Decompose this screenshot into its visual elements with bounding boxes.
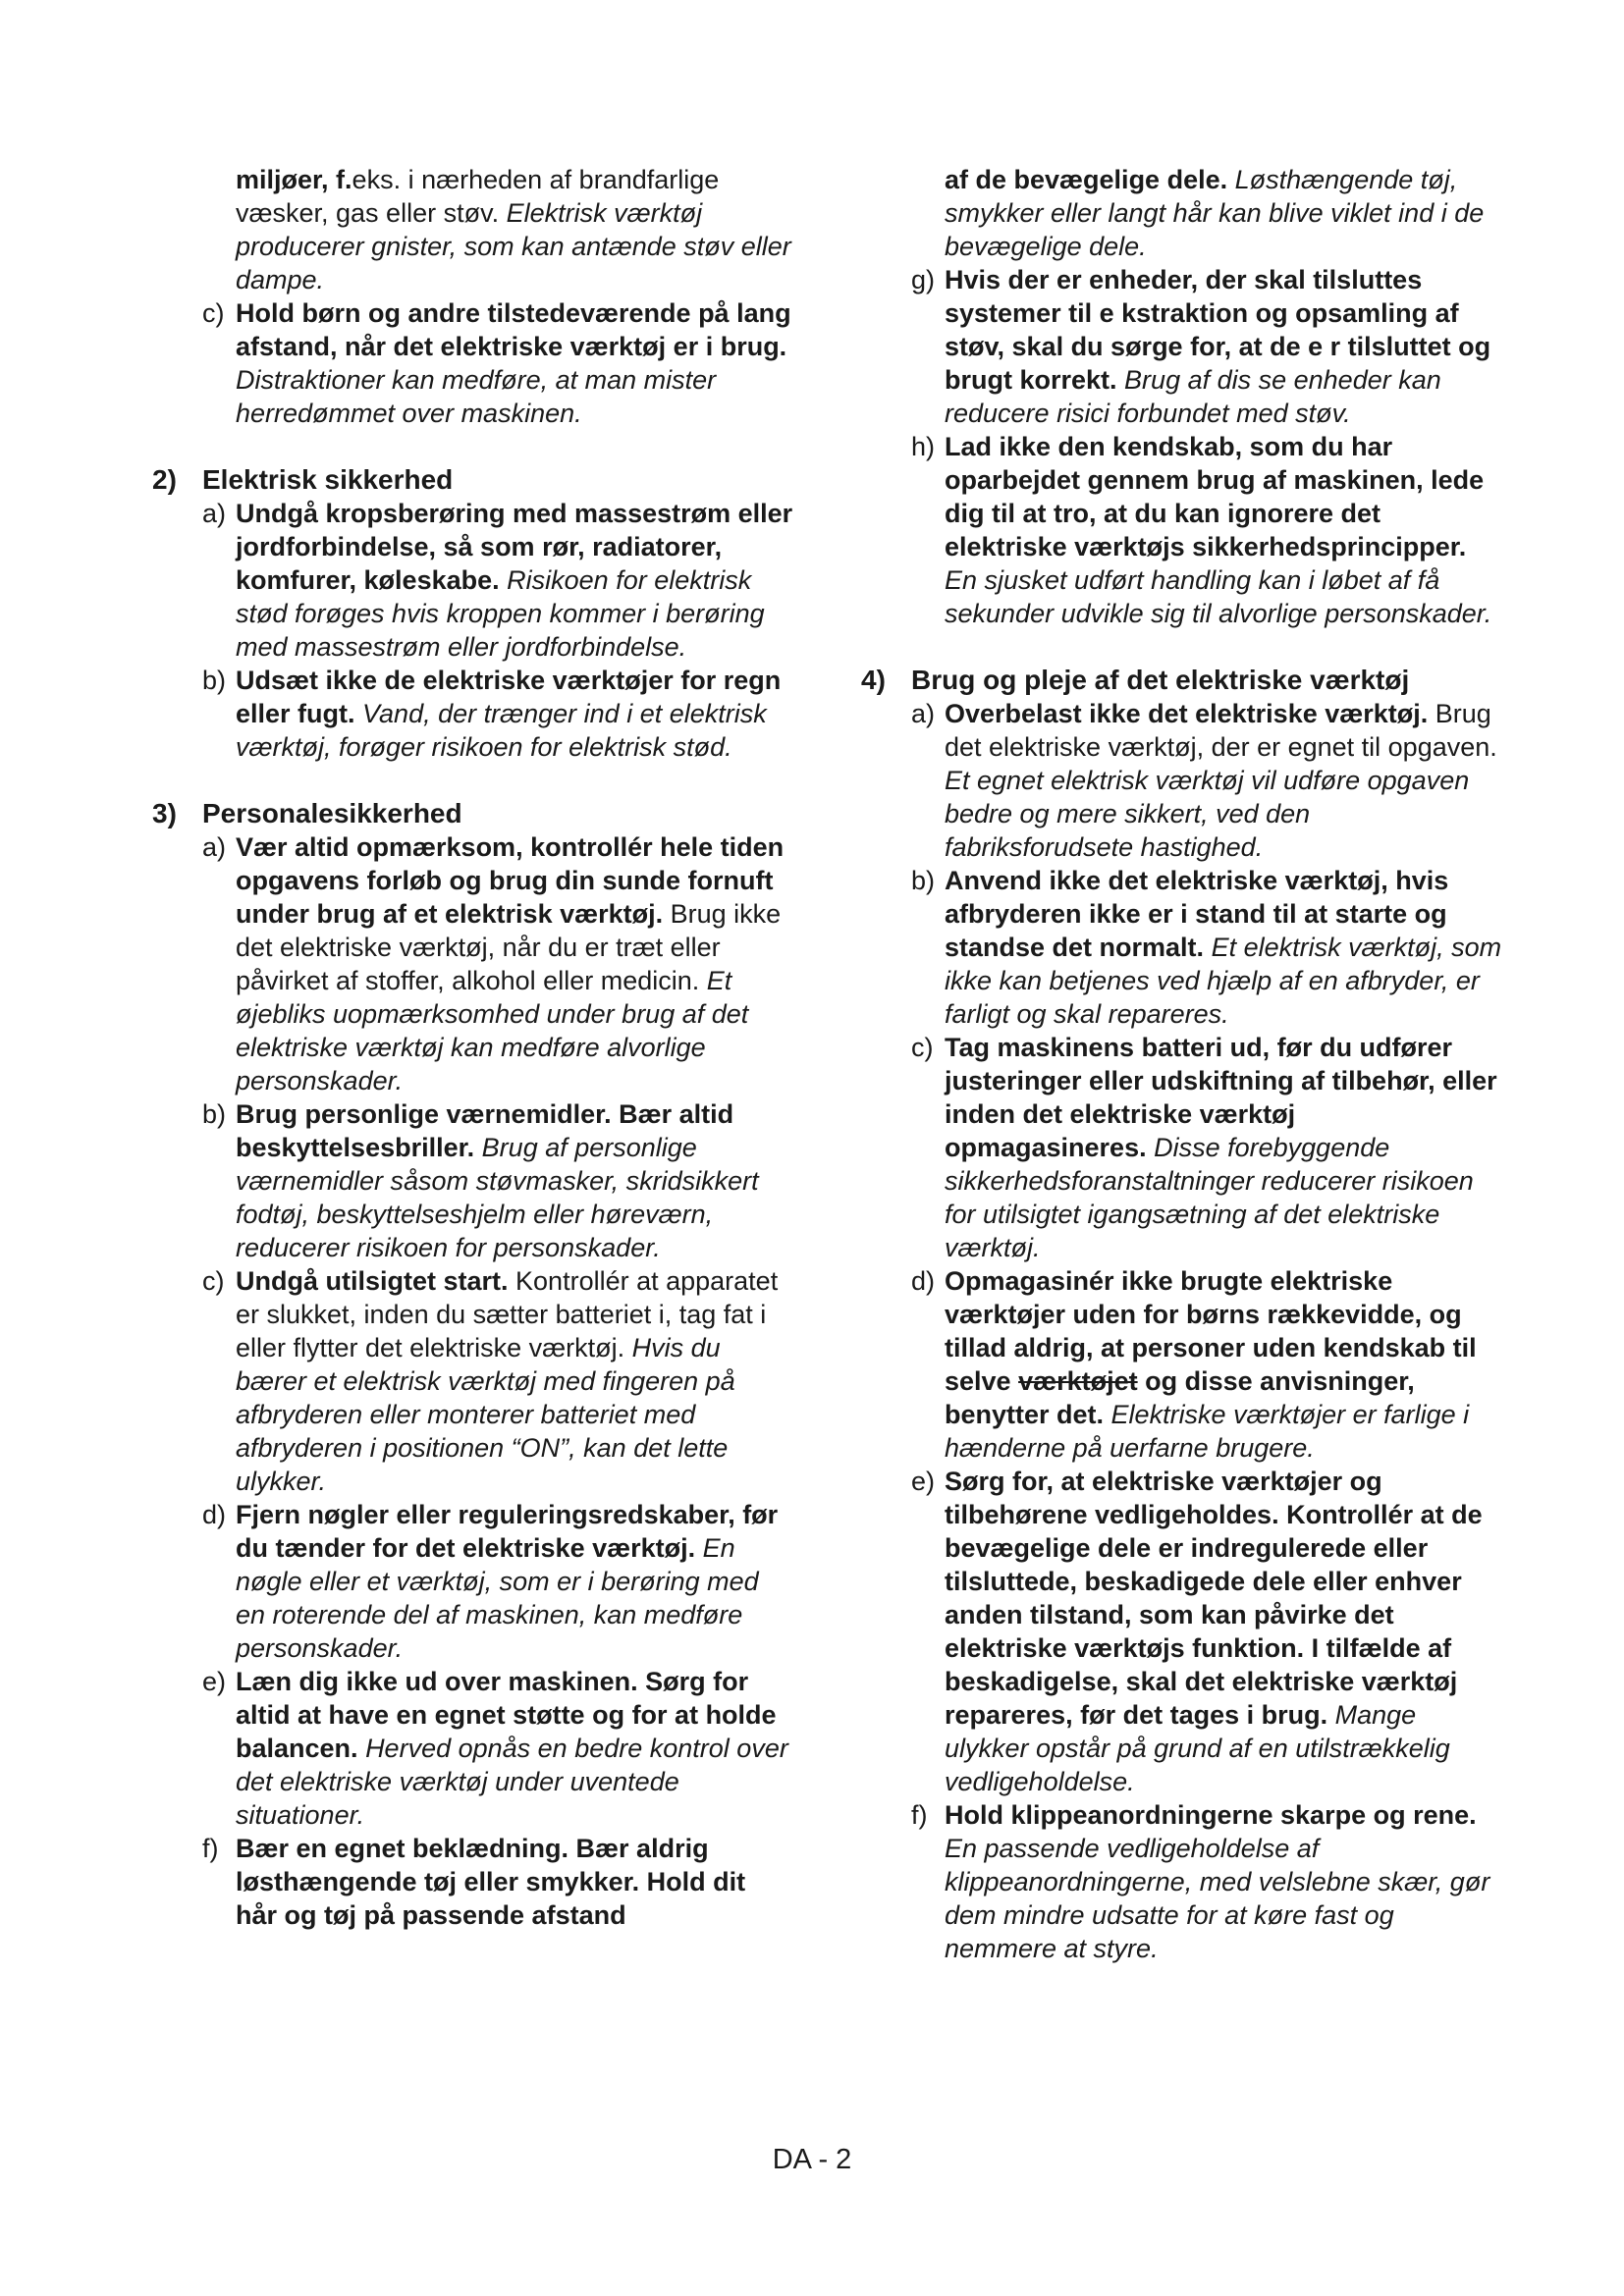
bold-text: Opmagasinér ikke brugte elektriske værktøjer uden for børns rækkevidde, og tillad aldrig, at personer uden kendskab til selve bbox=[945, 1266, 1477, 1396]
italic-text: Elektriske værktøjer er farlige i hænderne på uerfarne brugere. bbox=[945, 1400, 1470, 1463]
right-column bbox=[854, 163, 1502, 1965]
item-label: b) bbox=[202, 666, 227, 695]
continued-paragraph bbox=[854, 163, 1502, 263]
italic-text: Et øjebliks uopmærksomhed under brug af det elektriske værktøj kan medføre alvorlige personskader. bbox=[236, 966, 749, 1095]
section-number: 4) bbox=[861, 665, 886, 695]
item-label: a) bbox=[911, 699, 936, 728]
normal-text: Brug det elektriske værktøj, der er egnet til opgaven. bbox=[945, 699, 1497, 762]
section-number: 2) bbox=[152, 464, 177, 495]
item-label: d) bbox=[202, 1500, 227, 1529]
italic-text: Herved opnås en bedre kontrol over det elektriske værktøj under uventede situationer. bbox=[236, 1734, 788, 1830]
list-item-3g bbox=[854, 263, 1502, 430]
bold-text: Sørg for, at elektriske værktøjer og tilbehørene vedligeholdes. Kontrollér at de bevægelige dele er indregulerede eller tilsluttede, beskadigede dele eller enhver anden tilstand, som kan påvirke det elektriske værktøjs funktion. I tilfælde af beskadigelse, skal det elektriske værktøj repareres, før det tages i brug. bbox=[945, 1467, 1483, 1730]
item-label: a) bbox=[202, 499, 227, 528]
italic-text: Hvis du bærer et elektrisk værktøj med fingeren på afbryderen eller monterer batteriet med afbryderen i positionen “ON”, kan det lette ulykker. bbox=[236, 1333, 735, 1496]
list-item-2a bbox=[145, 497, 793, 664]
section-title: Personalesikkerhed bbox=[202, 798, 462, 828]
bold-text: Undgå kropsberøring med massestrøm eller jordforbindelse, så som rør, radiatorer, komfurer, køleskabe. bbox=[236, 499, 793, 595]
normal-text: eks. i nærheden af brandfarlige væsker, gas eller støv. bbox=[236, 165, 720, 228]
bold-text: Hvis der er enheder, der skal tilsluttes systemer til e kstraktion og opsamling af støv, skal du sørge for, at de e r tilsluttet og brugt korrekt. bbox=[945, 265, 1491, 395]
list-item-4a bbox=[854, 697, 1502, 864]
list-item-4c bbox=[854, 1031, 1502, 1264]
section-title: Elektrisk sikkerhed bbox=[202, 464, 454, 495]
item-label: d) bbox=[911, 1266, 936, 1296]
italic-text: Et egnet elektrisk værktøj vil udføre opgaven bedre og mere sikkert, ved den fabriksforudsete hastighed. bbox=[945, 766, 1470, 862]
bold-text: Fjern nøgler eller reguleringsredskaber, før du tænder for det elektriske værktøj. bbox=[236, 1500, 779, 1563]
page-number: DA - 2 bbox=[772, 2144, 852, 2175]
list-item-3a bbox=[145, 830, 793, 1097]
list-item-3h bbox=[854, 430, 1502, 630]
italic-text: Løsthængende tøj, smykker eller langt hår kan blive viklet ind i de bevægelige dele. bbox=[945, 165, 1485, 261]
bold-text: Brug personlige værnemidler. Bær altid beskyttelsesbriller. bbox=[236, 1099, 734, 1162]
normal-text: Brug ikke det elektriske værktøj, når du er træt eller påvirket af stoffer, alkohol eller medicin. bbox=[236, 899, 782, 995]
bold-text: Vær altid opmærksom, kontrollér hele tiden opgavens forløb og brug din sunde fornuft under brug af et elektrisk værktøj. bbox=[236, 832, 785, 929]
bold-text: Læn dig ikke ud over maskinen. Sørg for altid at have en egnet støtte og for at holde balancen. bbox=[236, 1667, 777, 1763]
list-item-3c bbox=[145, 1264, 793, 1498]
section-heading-4 bbox=[854, 664, 1502, 697]
continued-paragraph bbox=[145, 163, 793, 296]
item-label: c) bbox=[202, 1266, 225, 1296]
italic-text: En passende vedligeholdelse af klippeanordningerne, med velslebne skær, gør dem mindre udsatte for at køre fast og nemmere at styre. bbox=[945, 1834, 1490, 1963]
normal-text: Kontrollér at apparatet er slukket, inden du sætter batteriet i, tag fat i eller flytter det elektriske værktøj. bbox=[236, 1266, 779, 1362]
italic-text: Brug af dis se enheder kan reducere risici forbundet med støv. bbox=[945, 365, 1441, 428]
list-item-4f bbox=[854, 1798, 1502, 1965]
italic-text: Disse forebyggende sikkerhedsforanstaltninger reducerer risikoen for utilsigtet igangsætning af det elektriske værktøj. bbox=[945, 1133, 1474, 1262]
bold-text: Anvend ikke det elektriske værktøj, hvis afbryderen ikke er i stand til at starte og standse det normalt. bbox=[945, 866, 1449, 962]
item-label: c) bbox=[202, 298, 225, 328]
item-label: f) bbox=[202, 1834, 219, 1863]
list-item-3b bbox=[145, 1097, 793, 1264]
left-column bbox=[145, 163, 793, 1932]
italic-text: En nøgle eller et værktøj, som er i berøring med en roterende del af maskinen, kan medføre personskader. bbox=[236, 1533, 759, 1663]
item-label: g) bbox=[911, 265, 936, 294]
bold-text: og disse anvisninger, benytter det. bbox=[945, 1366, 1415, 1429]
list-item-3e bbox=[145, 1665, 793, 1832]
list-item-1c bbox=[145, 296, 793, 430]
item-label: e) bbox=[911, 1467, 936, 1496]
item-label: h) bbox=[911, 432, 936, 461]
bold-text: Udsæt ikke de elektriske værktøjer for regn eller fugt. bbox=[236, 666, 782, 728]
section-heading-3 bbox=[145, 797, 793, 830]
list-item-4d bbox=[854, 1264, 1502, 1465]
italic-text: Vand, der trænger ind i et elektrisk værktøj, forøger risikoen for elektrisk stød. bbox=[236, 699, 767, 762]
italic-text: Brug af personlige værnemidler såsom støvmasker, skridsikkert fodtøj, beskyttelseshjelm eller høreværn, reducerer risikoen for personskader. bbox=[236, 1133, 759, 1262]
bold-text: Lad ikke den kendskab, som du har oparbejdet gennem brug af maskinen, lede dig til at tro, at du kan ignorere det elektriske værktøjs sikkerhedsprincipper. bbox=[945, 432, 1485, 561]
italic-text: Et elektrisk værktøj, som ikke kan betjenes ved hjælp af en afbryder, er farligt og skal repareres. bbox=[945, 933, 1502, 1029]
section-heading-2 bbox=[145, 463, 793, 497]
bold-text: Tag maskinens batteri ud, før du udfører justeringer eller udskiftning af tilbehør, eller inden det elektriske værktøj opmagasineres. bbox=[945, 1033, 1497, 1162]
section-number: 3) bbox=[152, 798, 177, 828]
bold-text: af de bevægelige dele. bbox=[945, 165, 1228, 194]
list-item-3d bbox=[145, 1498, 793, 1665]
item-label: e) bbox=[202, 1667, 227, 1696]
item-label: f) bbox=[911, 1800, 928, 1830]
bold-text: Undgå utilsigtet start. bbox=[236, 1266, 509, 1296]
bold-text: miljøer, f. bbox=[236, 165, 352, 194]
list-item-4e bbox=[854, 1465, 1502, 1798]
struck-text: værktøjet bbox=[1018, 1366, 1138, 1396]
list-item-3f bbox=[145, 1832, 793, 1932]
item-label: c) bbox=[911, 1033, 934, 1062]
list-item-4b bbox=[854, 864, 1502, 1031]
list-item-2b bbox=[145, 664, 793, 764]
italic-text: Distraktioner kan medføre, at man mister herredømmet over maskinen. bbox=[236, 365, 717, 428]
bold-text: Hold børn og andre tilstedeværende på lang afstand, når det elektriske værktøj er i brug. bbox=[236, 298, 791, 361]
bold-text: Bær en egnet beklædning. Bær aldrig løsthængende tøj eller smykker. Hold dit hår og tøj på passende afstand bbox=[236, 1834, 746, 1930]
item-label: a) bbox=[202, 832, 227, 862]
italic-text: En sjusket udført handling kan i løbet af få sekunder udvikle sig til alvorlige personskader. bbox=[945, 565, 1492, 628]
italic-text: Risikoen for elektrisk stød forøges hvis kroppen kommer i berøring med massestrøm eller jordforbindelse. bbox=[236, 565, 765, 662]
italic-text: Mange ulykker opstår på grund af en utilstrækkelig vedligeholdelse. bbox=[945, 1700, 1450, 1796]
bold-text: Overbelast ikke det elektriske værktøj. bbox=[945, 699, 1429, 728]
item-label: b) bbox=[202, 1099, 227, 1129]
italic-text: Elektrisk værktøj producerer gnister, som kan antænde støv eller dampe. bbox=[236, 198, 791, 294]
item-label: b) bbox=[911, 866, 936, 895]
section-title: Brug og pleje af det elektriske værktøj bbox=[911, 665, 1410, 695]
bold-text: Hold klippeanordningerne skarpe og rene. bbox=[945, 1800, 1477, 1830]
